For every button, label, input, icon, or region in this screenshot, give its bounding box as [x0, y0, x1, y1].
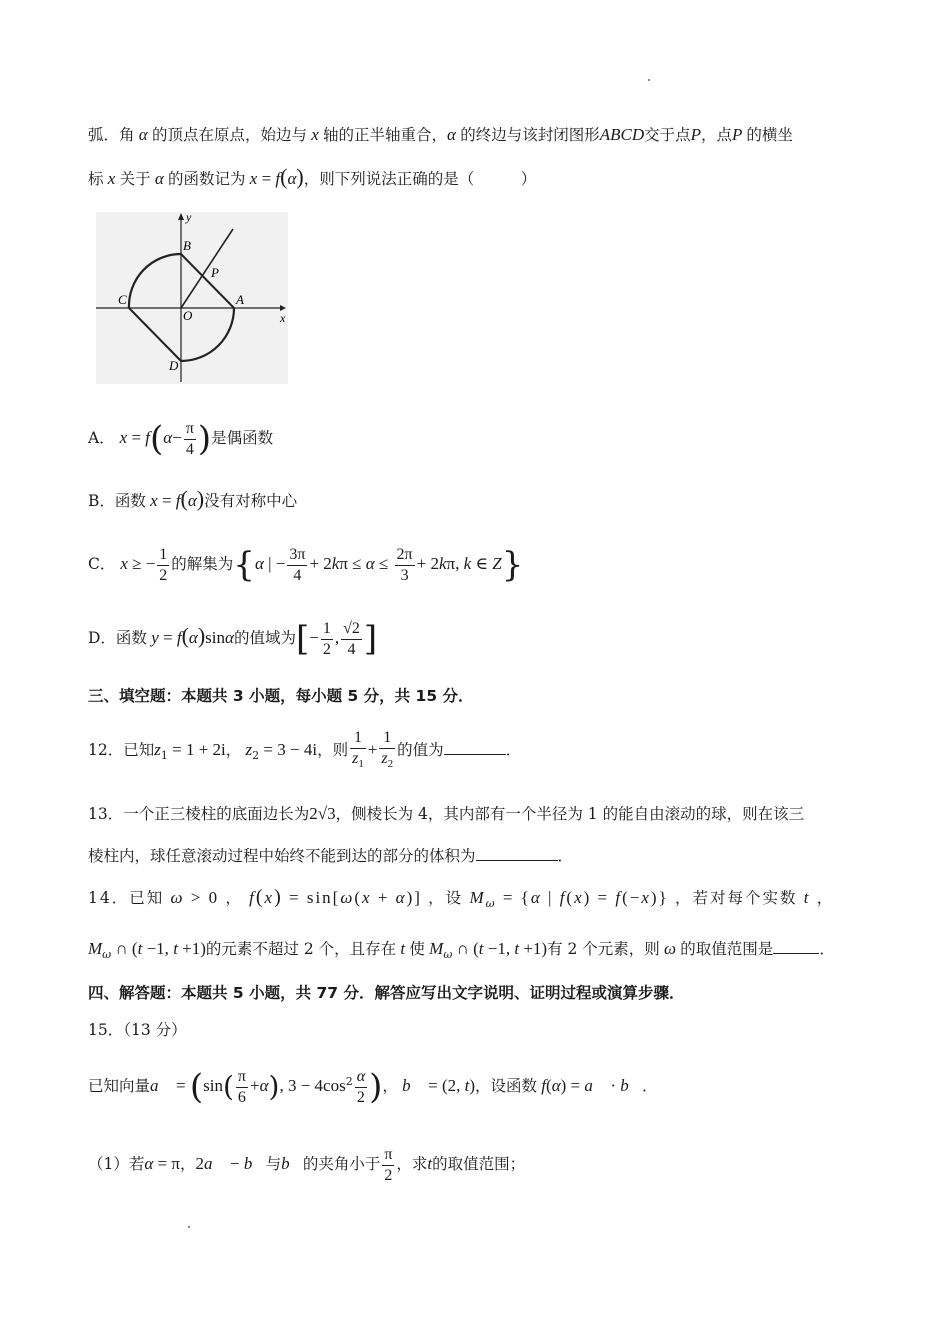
section4-heading: 四、解答题：本题共 5 小题，共 77 分．解答应写出文字说明、证明过程或演算步骤． [88, 984, 685, 1002]
option-c[interactable]: C． x ≥ − $\frac{1}{2}$ 的解集为{α | − $\frac{3\pi}{4}$ + 2kπ ≤ α ≤ $\frac{2\pi}{3}$ + 2kπ, k ∈ Z} [88, 545, 524, 585]
label-D: D [169, 358, 179, 373]
option-d[interactable]: D．函数 y = f(α)sinα的值域为[− $\frac{1}{2}$ , $\frac{√2}{4}$ ] [88, 619, 378, 659]
label-P: P [211, 265, 219, 280]
q15-stem: 已知向量a⃗ = (sin( $\frac{\pi}{6}$ +α), $3 - 4\cos^2$ $\frac{\alpha}{2}$ )， b⃗ = (2, t)，设函数 f(α) = a⃗ · b⃗． [88, 1067, 658, 1108]
q13-answer-blank[interactable] [476, 844, 558, 861]
y-axis-arrow [178, 213, 184, 220]
q13-line2: 棱柱内，球任意滚动过程中始终不能到达的部分的体积为 ． [88, 844, 573, 867]
q12: 12．已知$z_1 = 1 + 2i$， $z_2 = 3 - 4i$，则 $\frac{1}{z_1}$ + $\frac{1}{z_2}$ 的值为 ． [88, 728, 522, 771]
q11-stem-line1: 弧．角 α 的顶点在原点，始边与 x 轴的正半轴重合，α 的终边与该封闭图形ABCD交于点P，点P 的横坐 [88, 125, 793, 144]
option-a[interactable]: A． x = f(α− $\frac{\pi}{4}$ )是偶函数 [88, 419, 274, 459]
label-O: O [183, 308, 193, 323]
section3-heading: 三、填空题：本题共 3 小题，每小题 5 分，共 15 分． [88, 687, 474, 705]
option-b[interactable]: B．函数 x = f(α)没有对称中心 [88, 486, 298, 511]
q12-answer-blank[interactable] [444, 738, 506, 755]
q11-figure [96, 212, 288, 384]
label-C: C [118, 292, 127, 307]
q13-line1: 13．一个正三棱柱的底面边长为2√3，侧棱长为 4，其内部有一个半径为 1 的能自由滚动的球，则在该三 [88, 804, 805, 823]
scan-dot [648, 79, 650, 81]
label-x: x [280, 311, 286, 325]
segment-DC [129, 308, 181, 361]
scan-dot [188, 1226, 190, 1228]
q14-line2: $M_\omega$ ∩ (t −1, t +1)的元素不超过 2 个，且存在 t 使 $M_\omega$ ∩ (t −1, t +1)有 2 个元素，则 ω 的取值范围是 ． [88, 939, 835, 962]
arc-CB [129, 254, 181, 308]
q14-answer-blank[interactable] [773, 937, 819, 954]
label-B: B [183, 238, 191, 253]
q14-line1: 14．已知 ω > 0 ， f(x) = sin[ω(x + α)] ，设 $M_\omega = \{\alpha$ | f(x) = f(−x)} ，若对每个实数 t ， [88, 886, 835, 911]
q15-header: 15．（13 分） [88, 1021, 187, 1039]
q15-part1: （1）若α = π，2a⃗ − b⃗与b⃗的夹角小于 $\frac{\pi}{2}$ ，求t的取值范围； [88, 1145, 526, 1184]
figure-svg [96, 212, 288, 384]
segment-BA [181, 254, 234, 308]
label-A: A [236, 292, 244, 307]
q11-stem-line2: 标 x 关于 α 的函数记为 x = f(α)，则下列说法正确的是（ ） [88, 164, 537, 189]
label-y: y [186, 212, 192, 224]
